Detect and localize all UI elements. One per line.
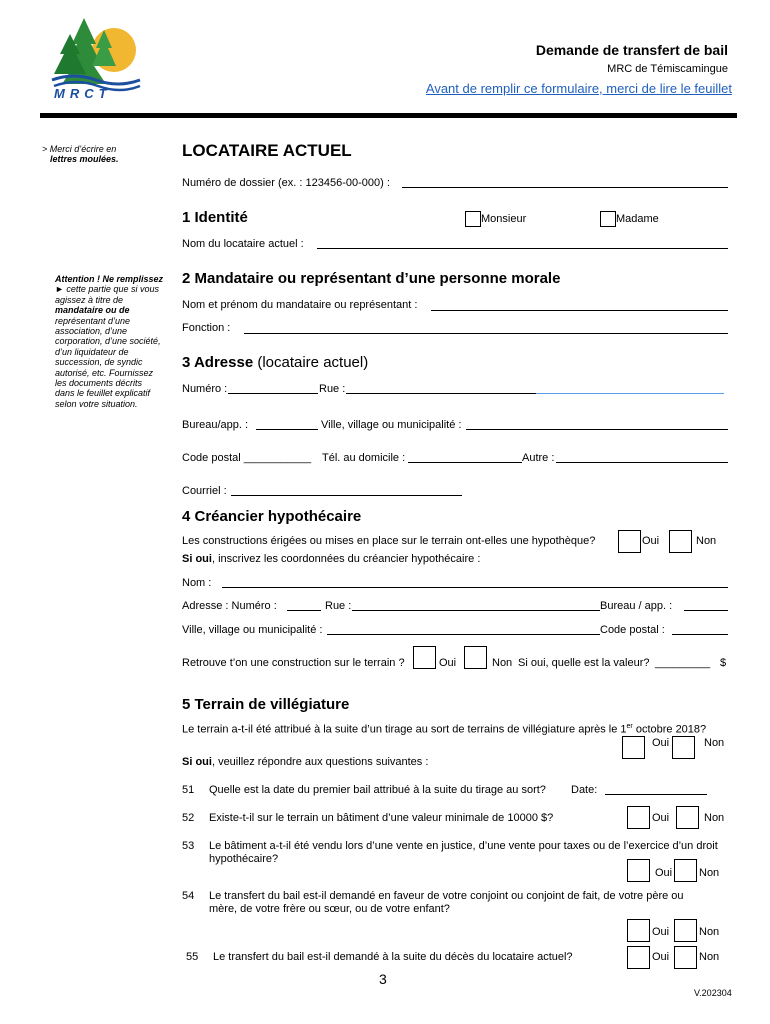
q52-non-label: Non: [704, 812, 725, 824]
code-postal-text: Code postal: [182, 452, 241, 464]
bureau-label: Bureau/app. :: [182, 419, 249, 431]
monsieur-checkbox[interactable]: [465, 211, 481, 227]
q55-text: Le transfert du bail est-il demandé à la suite du décès du locataire actuel?: [213, 951, 573, 963]
att-line: d’un liquidateur de: [55, 346, 129, 357]
section-3-title-normal: (locataire actuel): [257, 354, 369, 371]
creancier-cp-label: Code postal :: [600, 624, 665, 636]
form-title: Demande de transfert de bail: [535, 42, 728, 58]
logo-text: MRCT: [54, 86, 112, 101]
numero-label: Numéro :: [182, 383, 228, 395]
dossier-field[interactable]: [402, 187, 728, 188]
q54-text: [209, 890, 684, 916]
monsieur-label: Monsieur: [481, 213, 527, 225]
valeur-question: Si oui, quelle est la valeur?: [518, 657, 650, 669]
page-title: LOCATAIRE ACTUEL: [182, 141, 352, 160]
att-line: Attention ! Ne remplissez: [55, 274, 164, 284]
tel-label: Tél. au domicile :: [322, 452, 406, 464]
hypotheque-oui-label: Oui: [642, 535, 660, 547]
si-oui-creancier: [182, 553, 480, 565]
si-oui-rest: , veuillez répondre aux questions suivantes :: [211, 756, 429, 768]
sidebar-note-line1: > Merci d’écrire en: [42, 144, 117, 154]
q53-non-box[interactable]: [674, 859, 697, 882]
mandataire-label: Nom et prénom du mandataire ou représentant :: [182, 299, 418, 311]
q55-oui-box[interactable]: [627, 946, 650, 969]
si-oui-terrain: [182, 756, 428, 768]
q52-non-box[interactable]: [676, 806, 699, 829]
att-line: ► cette partie que si vous: [55, 284, 159, 295]
creancier-numero-field[interactable]: [287, 610, 321, 611]
numero-field[interactable]: [228, 393, 318, 394]
section-3-title-bold: 3 Adresse: [182, 354, 254, 371]
bureau-field[interactable]: [256, 429, 318, 430]
sidebar-attention: [55, 274, 163, 409]
construction-non-box[interactable]: [464, 646, 487, 669]
att-line: dans le feuillet explicatif: [55, 388, 151, 399]
att-line: agissez à titre de: [55, 294, 124, 305]
page-number: 3: [379, 971, 387, 987]
att-line: association, d’une: [55, 326, 128, 337]
tirage-non-label: Non: [704, 737, 725, 749]
creancier-nom-field[interactable]: [222, 587, 728, 588]
rue-field-highlight: [536, 393, 724, 394]
q53-oui-box[interactable]: [627, 859, 650, 882]
section-5-title: 5 Terrain de villégiature: [182, 696, 350, 713]
nom-locataire-field[interactable]: [317, 248, 728, 249]
q53-number: 53: [182, 840, 195, 852]
courriel-field[interactable]: [231, 495, 462, 496]
construction-non-label: Non: [492, 657, 513, 669]
instructions-link[interactable]: Avant de remplir ce formulaire, merci de lire le feuillet: [425, 81, 732, 96]
q54-non-label: Non: [699, 926, 720, 938]
q54-line2: mère, de votre frère ou sœur, ou de votre enfant?: [209, 903, 450, 915]
ville-label: Ville, village ou municipalité :: [321, 419, 462, 431]
construction-oui-box[interactable]: [413, 646, 436, 669]
autre-label: Autre :: [522, 452, 555, 464]
ville-field[interactable]: [466, 429, 728, 430]
dossier-label: Numéro de dossier (ex. : 123456-00-000) :: [182, 177, 390, 189]
fonction-label: Fonction :: [182, 322, 231, 334]
creancier-cp-field[interactable]: [672, 634, 728, 635]
hypotheque-oui-box[interactable]: [618, 530, 641, 553]
q51-number: 51: [182, 784, 195, 796]
construction-question: Retrouve t’on une construction sur le terrain ?: [182, 657, 405, 669]
tirage-question: [182, 723, 706, 736]
q53-line1: Le bâtiment a-t-il été vendu lors d’une vente en justice, d’une vente pour taxes ou de l’exercice d’un droit: [209, 840, 718, 852]
construction-oui-label: Oui: [439, 657, 457, 669]
att-line: autorisé, etc. Fournissez: [55, 367, 154, 378]
tirage-oui-label: Oui: [652, 737, 670, 749]
courriel-label: Courriel :: [182, 485, 227, 497]
version-label: V.202304: [694, 988, 732, 998]
section-4-title: 4 Créancier hypothécaire: [182, 508, 362, 525]
tirage-q-sup: er: [626, 723, 633, 730]
q55-number: 55: [186, 951, 199, 963]
creancier-ville-label: Ville, village ou municipalité :: [182, 624, 323, 636]
sidebar-note-line2: lettres moulées.: [50, 154, 119, 165]
q54-line1: Le transfert du bail est-il demandé en faveur de votre conjoint ou conjoint de fait, de votre père ou: [209, 890, 684, 902]
rue-label: Rue :: [319, 383, 346, 395]
mandataire-field[interactable]: [431, 310, 728, 311]
madame-label: Madame: [616, 213, 659, 225]
att-line: selon votre situation.: [55, 398, 138, 409]
creancier-ville-field[interactable]: [327, 634, 600, 635]
creancier-rue-field[interactable]: [352, 610, 600, 611]
sidebar-note: [42, 144, 119, 165]
q52-oui-label: Oui: [652, 812, 670, 824]
si-oui-rest: , inscrivez les coordonnées du créancier hypothécaire :: [211, 553, 481, 565]
q51-date-field[interactable]: [605, 794, 707, 795]
att-line: représentant d’une: [55, 315, 131, 326]
q53-oui-label: Oui: [655, 867, 673, 879]
autre-field[interactable]: [556, 462, 728, 463]
form-subtitle: MRC de Témiscamingue: [607, 63, 728, 75]
q54-number: 54: [182, 890, 195, 902]
q51-text: Quelle est la date du premier bail attribué à la suite du tirage au sort?: [209, 784, 546, 796]
tirage-oui-box[interactable]: [622, 736, 645, 759]
q55-non-box[interactable]: [674, 946, 697, 969]
q54-non-box[interactable]: [674, 919, 697, 942]
nom-locataire-label: Nom du locataire actuel :: [182, 238, 304, 250]
fonction-field[interactable]: [244, 333, 728, 334]
q52-oui-box[interactable]: [627, 806, 650, 829]
hypotheque-question: Les constructions érigées ou mises en place sur le terrain ont-elles une hypothèque?: [182, 535, 596, 547]
hypotheque-non-label: Non: [696, 535, 717, 547]
q55-oui-label: Oui: [652, 951, 670, 963]
si-oui-bold: Si oui: [182, 756, 212, 768]
q53-non-label: Non: [699, 867, 720, 879]
att-line: mandataire ou de: [55, 305, 130, 316]
creancier-rue-label: Rue :: [325, 600, 352, 612]
section-2-title: 2 Mandataire ou représentant d’une personne morale: [182, 270, 561, 287]
creancier-numero-label: Adresse : Numéro :: [182, 600, 277, 612]
hypotheque-non-box[interactable]: [669, 530, 692, 553]
section-3-title: [182, 354, 368, 371]
header-rule: [40, 113, 737, 118]
q55-non-label: Non: [699, 951, 720, 963]
si-oui-bold: Si oui: [182, 553, 212, 565]
rue-field[interactable]: [346, 393, 536, 394]
q53-line2: hypothécaire?: [209, 853, 279, 865]
q52-number: 52: [182, 812, 195, 824]
dollar-sign: $: [720, 657, 727, 669]
logo: [44, 14, 144, 106]
code-postal-blank[interactable]: ___________: [243, 452, 312, 464]
q52-text: Existe-t-il sur le terrain un bâtiment d’une valeur minimale de 10000 $?: [209, 812, 554, 824]
q54-oui-box[interactable]: [627, 919, 650, 942]
creancier-bureau-field[interactable]: [684, 610, 728, 611]
madame-checkbox[interactable]: [600, 211, 616, 227]
q51-date-label: Date:: [571, 784, 598, 796]
att-line: les documents décrits: [55, 378, 143, 389]
tirage-q-a: Le terrain a-t-il été attribué à la suite d’un tirage au sort de terrains de villégiature après le 1: [182, 723, 627, 736]
q54-oui-label: Oui: [652, 926, 670, 938]
creancier-bureau-label: Bureau / app. :: [600, 600, 673, 612]
creancier-nom-label: Nom :: [182, 577, 212, 589]
valeur-field[interactable]: _________: [655, 657, 711, 669]
tel-field[interactable]: [408, 462, 522, 463]
att-line: corporation, d’une société,: [55, 336, 161, 347]
section-1-title: 1 Identité: [182, 209, 248, 226]
tirage-non-box[interactable]: [672, 736, 695, 759]
att-line: succession, de syndic: [55, 357, 143, 368]
tirage-q-b: octobre 2018?: [632, 723, 707, 736]
code-postal-label: [182, 452, 311, 464]
